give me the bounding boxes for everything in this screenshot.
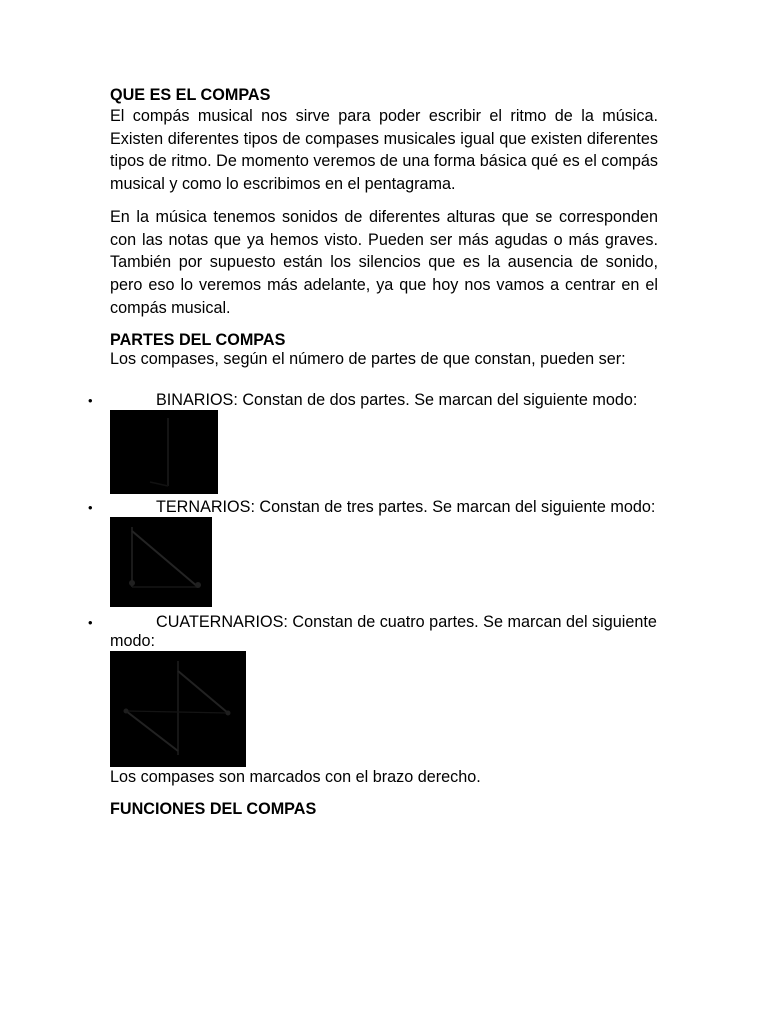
list-item-label: BINARIOS: Constan de dos partes. Se marcan del siguiente modo: [156, 391, 638, 410]
list-item-cuaternarios [88, 613, 658, 651]
list-item-binarios [88, 391, 658, 410]
list-item-label: TERNARIOS: Constan de tres partes. Se marcan del siguiente modo: [156, 498, 656, 517]
document-content [88, 86, 658, 819]
quaternary-beat-diagram [110, 651, 246, 767]
list-item-ternarios [88, 498, 658, 517]
bullet-icon: • [88, 615, 93, 631]
binary-beat-diagram [110, 410, 218, 494]
paragraph-compas-intro: El compás musical nos sirve para poder escribir el ritmo de la música. Existen diferentes tipos de compases musicales igual que existen diferentes tipos de ritmo. De momento veremos de una forma básica qué es el compás musical y como lo escribimos en el pentagrama. [110, 107, 658, 194]
ternary-beat-diagram [110, 517, 212, 607]
partes-intro-text: Los compases, según el número de partes de que constan, pueden ser: [110, 350, 626, 369]
bullet-icon: • [88, 500, 93, 516]
list-item-label: CUATERNARIOS: Constan de cuatro partes. Se marcan del siguiente modo: [110, 613, 657, 651]
section-title-que-es-el-compas: QUE ES EL COMPAS [110, 86, 271, 104]
closing-note: Los compases son marcados con el brazo derecho. [110, 768, 481, 787]
section-title-funciones-del-compas: FUNCIONES DEL COMPAS [110, 800, 317, 819]
bullet-icon: • [88, 393, 93, 409]
paragraph-sonidos: En la música tenemos sonidos de diferentes alturas que se corresponden con las notas que ya hemos visto. Pueden ser más agudas o más graves. También por supuesto están los silencios que es la ausencia de sonido, pero eso lo veremos más adelante, ya que hoy nos vamos a centrar en el compás musical. [110, 207, 658, 317]
section-title-partes-del-compas: PARTES DEL COMPAS [110, 331, 286, 350]
